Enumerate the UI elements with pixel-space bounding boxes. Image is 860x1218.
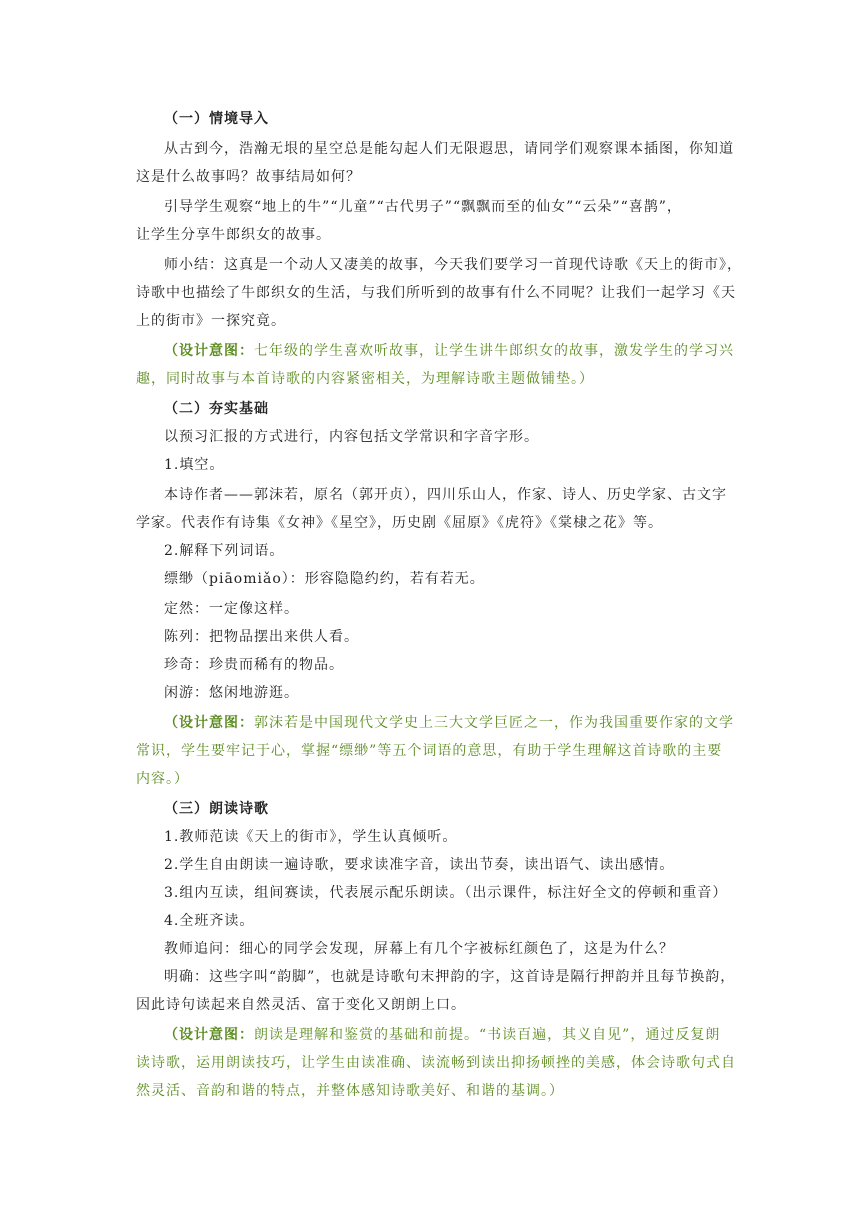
paragraph-line: 因此诗句读起来自然灵活、富于变化又朗朗上口。 <box>136 997 466 1013</box>
paragraph-line: 引导学生观察“地上的牛”“儿童”“古代男子”“飘飘而至的仙女”“云朵”“喜鹊”， <box>164 199 682 215</box>
paragraph-line: 2.学生自由朗读一遍诗歌，要求读准字音，读出节奏，读出语气、读出感情。 <box>164 857 675 873</box>
design-intent-note <box>164 342 736 360</box>
paragraph-line: 上的街市》一探究竟。 <box>136 313 286 329</box>
paragraph-line: 定然：一定像这样。 <box>164 601 299 617</box>
note-label: （设计意图： <box>164 343 254 359</box>
design-intent-note-line: 常识，学生要牢记于心，掌握“缥缈”等五个词语的意思，有助于学生理解这首诗歌的主要 <box>136 743 723 759</box>
paragraph-line: 珍奇：珍贵而稀有的物品。 <box>164 657 344 673</box>
paragraph-line: 缥缈（piāomiǎo）：形容隐隐约约，若有若无。 <box>164 571 485 587</box>
paragraph-line: 2.解释下列词语。 <box>164 543 285 559</box>
section-heading: （一）情境导入 <box>164 111 269 127</box>
note-label: （设计意图： <box>164 1027 254 1043</box>
section-heading: （二）夯实基础 <box>164 401 269 417</box>
note-text: 郭沫若是中国现代文学史上三大文学巨匠之一，作为我国重要作家的文学 <box>254 715 734 731</box>
design-intent-note-line: 然灵活、音韵和谐的特点，并整体感知诗歌美好、和谐的基调。） <box>136 1083 564 1099</box>
paragraph-line: 以预习汇报的方式进行，内容包括文学常识和字音字形。 <box>164 429 539 445</box>
paragraph-line: 让学生分享牛郎织女的故事。 <box>136 227 331 243</box>
paragraph-line: 这是什么故事吗？故事结局如何？ <box>136 169 361 185</box>
note-text: 朗读是理解和鉴赏的基础和前提。“书读百遍，其义自见”，通过反复朗 <box>254 1027 721 1043</box>
design-intent-note <box>164 714 736 732</box>
paragraph-line: 本诗作者——郭沫若，原名（郭开贞），四川乐山人，作家、诗人、历史学家、古文字 <box>164 487 727 503</box>
design-intent-note <box>164 1026 736 1044</box>
note-text: 七年级的学生喜欢听故事，让学生讲牛郎织女的故事，激发学生的学习兴 <box>254 343 734 359</box>
section-heading: （三）朗读诗歌 <box>164 801 269 817</box>
paragraph-line: 1.填空。 <box>164 457 225 473</box>
paragraph-line: 教师追问：细心的同学会发现，屏幕上有几个字被标红颜色了，这是为什么？ <box>164 941 674 957</box>
design-intent-note-line: 内容。） <box>136 771 189 787</box>
paragraph-line: 3.组内互读，组间赛读，代表展示配乐朗读。（出示课件，标注好全文的停顿和重音） <box>164 885 728 901</box>
paragraph-line: 1.教师范读《天上的街市》，学生认真倾听。 <box>164 829 458 845</box>
paragraph-line: 师小结：这真是一个动人又凄美的故事，今天我们要学习一首现代诗歌《天上的街市》， <box>164 257 742 273</box>
paragraph-line: 学家。代表作有诗集《女神》《星空》，历史剧《屈原》《虎符》《棠棣之花》等。 <box>136 515 663 531</box>
paragraph-line: 闲游：悠闲地游逛。 <box>164 685 299 701</box>
paragraph-line: 明确：这些字叫“韵脚”，也就是诗歌句末押韵的字，这首诗是隔行押韵并且每节换韵， <box>164 969 736 985</box>
paragraph-line: 从古到今，浩瀚无垠的星空总是能勾起人们无限遐思，请同学们观察课本插图，你知道 <box>164 141 734 157</box>
note-label: （设计意图： <box>164 715 254 731</box>
design-intent-note-line: 读诗歌，运用朗读技巧，让学生由读准确、读流畅到读出抑扬顿挫的美感，体会诗歌句式自 <box>136 1055 736 1071</box>
design-intent-note-line: 趣，同时故事与本首诗歌的内容紧密相关，为理解诗歌主题做铺垫。） <box>136 371 594 387</box>
paragraph-line: 4.全班齐读。 <box>164 913 255 929</box>
paragraph-line: 陈列：把物品摆出来供人看。 <box>164 629 359 645</box>
paragraph-line: 诗歌中也描绘了牛郎织女的生活，与我们所听到的故事有什么不同呢？让我们一起学习《天 <box>136 285 736 301</box>
